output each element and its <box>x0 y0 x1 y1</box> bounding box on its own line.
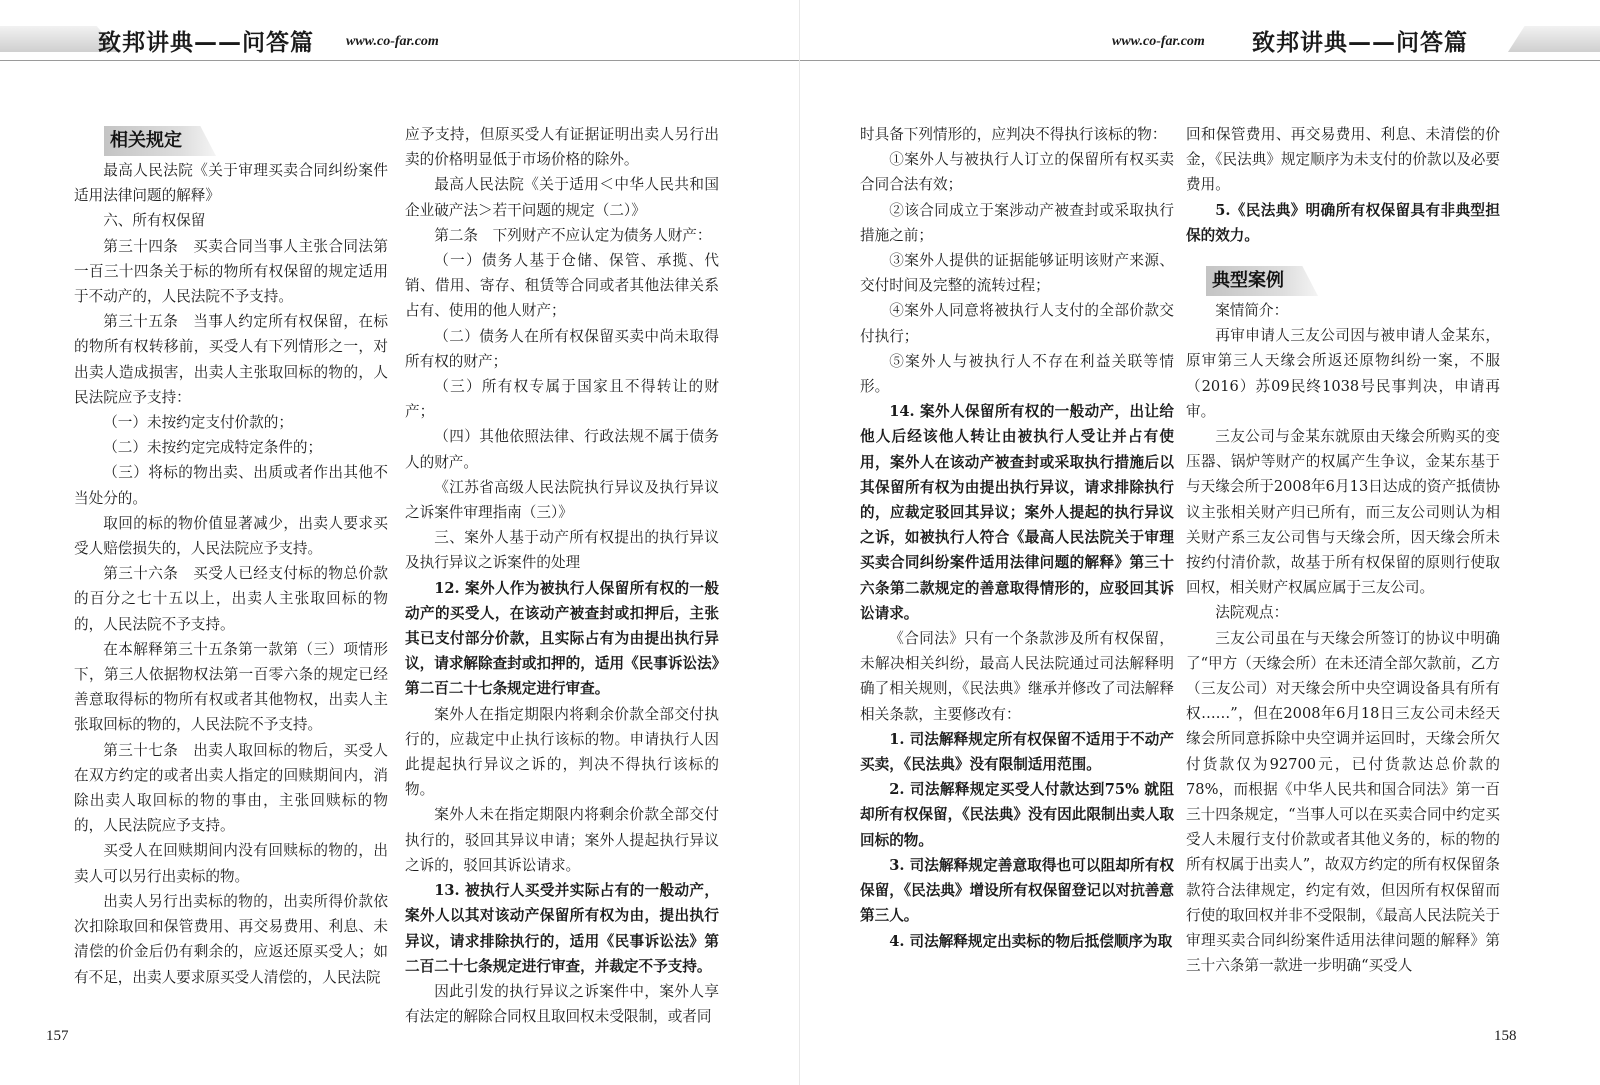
paragraph: 第二条 下列财产不应认定为债务人财产： <box>434 226 712 244</box>
paragraph: 再审申请人三友公司因与被申请人金某东，原审第三人天缘会所返还原物纠纷一案，不服（2016）苏09民终1038号民事判决，申请再审。 <box>1186 327 1500 420</box>
paragraph: 案情简介： <box>1215 302 1289 320</box>
paragraph: 2. 司法解释规定买受人付款达到75% 就阻却所有权保留，《民法典》没有因此限制出卖人取回标的物。 <box>860 781 1174 849</box>
paragraph: ⑤案外人与被执行人不存在利益关联等情形。 <box>860 352 1174 396</box>
header-title: 致邦讲典——问答篇 <box>98 30 314 56</box>
paragraph: （一）未按约定支付价款的； <box>103 414 293 432</box>
paragraph: 案外人未在指定期限内将剩余价款全部交付执行的，驳回其异议申请；案外人提起执行异议之诉的，驳回其诉讼请求。 <box>405 806 719 874</box>
paragraph: 《江苏省高级人民法院执行异议及执行异议之诉案件审理指南（三）》 <box>405 478 719 522</box>
page-number: 157 <box>46 1028 69 1044</box>
right-page <box>800 0 1600 1085</box>
paragraph: 第三十四条 买卖合同当事人主张合同法第一百三十四条关于标的物所有权保留的规定适用于不动产的，人民法院不予支持。 <box>74 237 388 306</box>
header-url: www.co-far.com <box>346 34 439 49</box>
paragraph: ②该合同成立于案涉动产被查封或采取执行措施之前； <box>860 201 1174 244</box>
paragraph: （一）债务人基于仓储、保管、承揽、代销、借用、寄存、租赁等合同或者其他法律关系占有、使用的他人财产； <box>405 252 719 320</box>
paragraph: 第三十五条 当事人约定所有权保留，在标的物所有权转移前，买受人有下列情形之一，对出卖人造成损害，出卖人主张取回标的物的，人民法院应予支持： <box>74 313 388 406</box>
paragraph: （四）其他依照法律、行政法规不属于债务人的财产。 <box>405 428 719 471</box>
paragraph: 13. 被执行人买受并实际占有的一般动产，案外人以其对该动产保留所有权为由，提出执行异议，请求排除执行的，适用《民事诉讼法》第二百二十七条规定进行审查，并裁定不予支持。 <box>405 882 719 975</box>
paragraph: （三）将标的物出卖、出质或者作出其他不当处分的。 <box>74 464 388 507</box>
paragraph: 三友公司虽在与天缘会所签订的协议中明确了“甲方（天缘会所）在未还清全部欠款前，乙方（三友公司）对天缘会所中央空调设备具有所有权……”，但在2008年6月18日三友公司未经天缘会所同意拆除中央空调并运回时，天缘会所欠付货款仅为92700元，已付货款达总价款的78%，而根据《中华人民共和国合同法》第一百三十四条规定，“当事人可以在买卖合同中约定买受人未履行支付价款或者其他义务的，标的物的所有权属于出卖人”，故双方约定的所有权保留条款符合法律规定，约定有效，但因所有权保留而行使的取回权并非不受限制，《最高人民法院关于审理买卖合同纠纷案件适用法律问题的解释》第三十六条第一款进一步明确“买受人 <box>1186 629 1500 975</box>
paragraph: ④案外人同意将被执行人支付的全部价款交付执行； <box>860 302 1174 345</box>
section-heading <box>1206 266 1500 296</box>
paragraph: 取回的标的物价值显著减少，出卖人要求买受人赔偿损失的，人民法院应予支持。 <box>74 514 388 558</box>
header-title: 致邦讲典——问答篇 <box>1252 30 1468 56</box>
header-rule <box>800 60 1600 61</box>
page-number: 158 <box>1494 1028 1517 1044</box>
paragraph: 5.《民法典》明确所有权保留具有非典型担保的效力。 <box>1186 201 1500 244</box>
paragraph: 《合同法》只有一个条款涉及所有权保留，未解决相关纠纷，最高人民法院通过司法解释明确了相关规则，《民法典》继承并修改了司法解释相关条款，主要修改有： <box>860 630 1174 723</box>
paragraph: （二）未按约定完成特定条件的； <box>103 439 323 457</box>
section-heading-label: 相关规定 <box>110 130 182 151</box>
paragraph: 第三十六条 买受人已经支付标的物总价款的百分之七十五以上，出卖人主张取回标的物的，人民法院不予支持。 <box>74 565 388 633</box>
paragraph: 案外人在指定期限内将剩余价款全部交付执行的，应裁定中止执行该标的物。申请执行人因此提起执行异议之诉的，判决不得执行该标的物。 <box>405 705 719 799</box>
header-tab-decoration <box>1508 26 1600 52</box>
paragraph: 3. 司法解释规定善意取得也可以阻却所有权保留，《民法典》增设所有权保留登记以对抗善意第三人。 <box>860 856 1174 925</box>
paragraph: 最高人民法院《关于审理买卖合同纠纷案件适用法律问题的解释》 <box>74 162 388 205</box>
paragraph: ①案外人与被执行人订立的保留所有权买卖合同合法有效； <box>860 151 1174 194</box>
paragraph: 法院观点： <box>1215 604 1289 622</box>
paragraph: 三友公司与金某东就原由天缘会所购买的变压器、锅炉等财产的权属产生争议，金某东基于与天缘会所于2008年6月13日达成的资产抵债协议主张相关财产归已所有，而三友公司则认为相关财产系三友公司售与天缘会所，因天缘会所未按约付清价款，故基于所有权保留的原则行使取回权，相关财产权属应属于三友公司。 <box>1186 428 1500 597</box>
paragraph: 在本解释第三十五条第一款第（三）项情形下，第三人依据物权法第一百零六条的规定已经善意取得标的物所有权或者其他物权，出卖人主张取回标的物的，人民法院不予支持。 <box>74 640 388 734</box>
paragraph: 第三十七条 出卖人取回标的物后，买受人在双方约定的或者出卖人指定的回赎期间内，消除出卖人取回标的物的事由，主张回赎标的物的，人民法院应予支持。 <box>74 741 388 835</box>
paragraph: 出卖人另行出卖标的物的，出卖所得价款依次扣除取回和保管费用、再交易费用、利息、未清偿的价金后仍有剩余的，应返还原买受人；如有不足，出卖人要求原买受人清偿的，人民法院 <box>74 892 388 986</box>
right-col-2 <box>1186 122 1500 979</box>
right-header <box>800 26 1600 60</box>
section-heading-label: 典型案例 <box>1212 270 1284 292</box>
paragraph: 买受人在回赎期间内没有回赎标的物的，出卖人可以另行出卖标的物。 <box>74 842 388 885</box>
paragraph: 三、案外人基于动产所有权提出的执行异议及执行异议之诉案件的处理 <box>405 529 719 572</box>
paragraph: （三）所有权专属于国家且不得转让的财产； <box>405 378 719 421</box>
left-col-1 <box>74 122 388 990</box>
paragraph: （二）债务人在所有权保留买卖中尚未取得所有权的财产； <box>405 327 719 370</box>
header-url: www.co-far.com <box>1112 34 1205 49</box>
spacer <box>1186 248 1500 262</box>
paragraph: 14. 案外人保留所有权的一般动产，出让给他人后经该他人转让由被执行人受让并占有使用，案外人在该动产被查封或采取执行措施后以其保留所有权为由提出执行异议，请求排除执行的，应裁定驳回其异议；案外人提起的执行异议之诉，如被执行人符合《最高人民法院关于审理买卖合同纠纷案件适用法律问题的解释》第三十六条第二款规定的善意取得情形的，应驳回其诉讼请求。 <box>860 403 1174 622</box>
paragraph: 六、所有权保留 <box>103 212 206 230</box>
paragraph: 因此引发的执行异议之诉案件中，案外人享有法定的解除合同权且取回权未受限制，或者同 <box>405 982 719 1026</box>
paragraph: 应予支持，但原买受人有证据证明出卖人另行出卖的价格明显低于市场价格的除外。 <box>405 126 719 169</box>
right-col-1 <box>860 122 1174 954</box>
paragraph: 时具备下列情形的，应判决不得执行该标的物： <box>860 126 1167 143</box>
paragraph: 回和保管费用、再交易费用、利息、未清偿的价金，《民法典》规定顺序为未支付的价款以及必要费用。 <box>1186 126 1500 194</box>
paragraph: 12. 案外人作为被执行人保留所有权的一般动产的买受人，在该动产被查封或扣押后，主张其已支付部分价款，且实际占有为由提出执行异议，请求解除查封或扣押的，适用《民事诉讼法》第二百二十七条规定进行审查。 <box>405 579 719 698</box>
paragraph: 4. 司法解释规定出卖标的物后抵偿顺序为取 <box>889 932 1173 950</box>
paragraph: 最高人民法院《关于适用＜中华人民共和国企业破产法＞若干问题的规定（二）》 <box>405 176 719 219</box>
paragraph: 1. 司法解释规定所有权保留不适用于不动产买卖，《民法典》没有限制适用范围。 <box>860 730 1174 774</box>
paragraph: ③案外人提供的证据能够证明该财产来源、交付时间及完整的流转过程； <box>860 252 1174 295</box>
section-heading <box>104 126 388 156</box>
left-col-2 <box>405 122 719 1029</box>
header-rule <box>0 60 800 61</box>
